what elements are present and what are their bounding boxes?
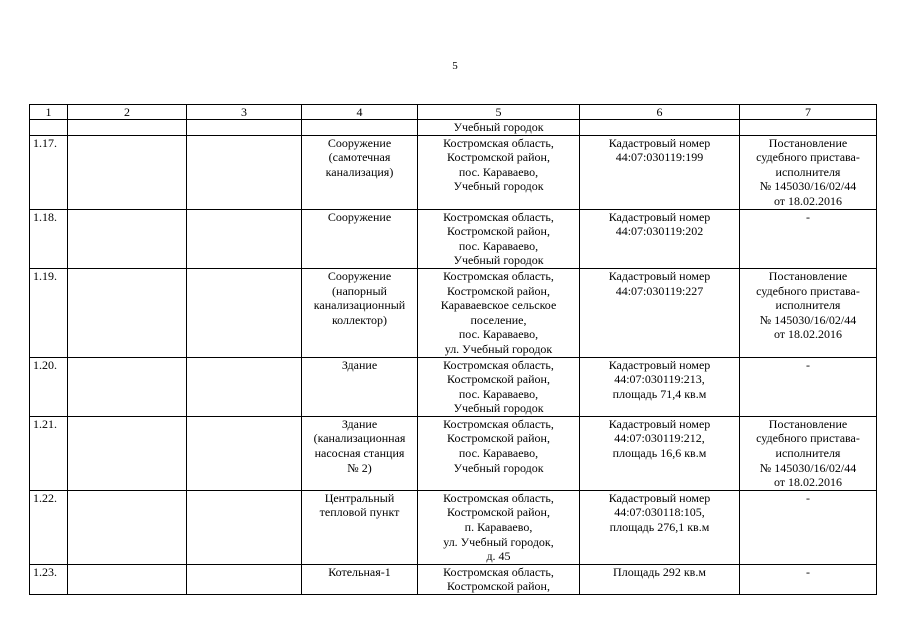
- object-address: Костромская область, Костромской район, Караваевское сельское поселение, пос. Караваево, ул. Учебный городок: [418, 268, 580, 357]
- object-address: Костромская область, Костромской район, пос. Караваево, Учебный городок: [418, 416, 580, 490]
- object-name: Сооружение (напорный канализационный коллектор): [302, 268, 418, 357]
- encumbrance-info: Постановление судебного пристава- исполнителя № 145030/16/02/44 от 18.02.2016: [740, 416, 877, 490]
- empty-cell: [740, 120, 877, 136]
- empty-cell: [68, 135, 187, 209]
- object-address: Костромская область, Костромской район, пос. Караваево, Учебный городок: [418, 135, 580, 209]
- column-header: 7: [740, 105, 877, 120]
- empty-cell: [187, 564, 302, 594]
- table-row: [30, 135, 877, 209]
- continuation-row: [30, 120, 877, 136]
- empty-cell: [30, 120, 68, 136]
- object-name: Котельная-1: [302, 564, 418, 594]
- cadastral-info: Кадастровый номер 44:07:030119:199: [580, 135, 740, 209]
- object-address: Костромская область, Костромской район, п. Караваево, ул. Учебный городок, д. 45: [418, 490, 580, 564]
- continuation-address: Учебный городок: [418, 120, 580, 136]
- object-address: Костромская область, Костромской район,: [418, 564, 580, 594]
- empty-cell: [68, 120, 187, 136]
- encumbrance-info: Постановление судебного пристава- исполнителя № 145030/16/02/44 от 18.02.2016: [740, 135, 877, 209]
- cadastral-info: Кадастровый номер 44:07:030119:212, площадь 16,6 кв.м: [580, 416, 740, 490]
- column-header: 5: [418, 105, 580, 120]
- cadastral-info: Кадастровый номер 44:07:030118:105, площадь 276,1 кв.м: [580, 490, 740, 564]
- object-name: Сооружение (самотечная канализация): [302, 135, 418, 209]
- column-header: 6: [580, 105, 740, 120]
- table-row: [30, 268, 877, 357]
- empty-cell: [187, 268, 302, 357]
- empty-cell: [187, 120, 302, 136]
- header-row: [30, 105, 877, 120]
- cadastral-info: Кадастровый номер 44:07:030119:227: [580, 268, 740, 357]
- empty-cell: [302, 120, 418, 136]
- table-row: [30, 564, 877, 594]
- encumbrance-info: Постановление судебного пристава- исполнителя № 145030/16/02/44 от 18.02.2016: [740, 268, 877, 357]
- row-number: 1.18.: [30, 209, 68, 268]
- encumbrance-info: -: [740, 490, 877, 564]
- row-number: 1.22.: [30, 490, 68, 564]
- page-number: 5: [452, 60, 458, 72]
- table-row: [30, 357, 877, 416]
- object-address: Костромская область, Костромской район, пос. Караваево, Учебный городок: [418, 357, 580, 416]
- empty-cell: [187, 135, 302, 209]
- row-number: 1.20.: [30, 357, 68, 416]
- column-header: 1: [30, 105, 68, 120]
- empty-cell: [187, 490, 302, 564]
- table-row: [30, 416, 877, 490]
- empty-cell: [68, 357, 187, 416]
- empty-cell: [187, 209, 302, 268]
- column-header: 4: [302, 105, 418, 120]
- encumbrance-info: -: [740, 357, 877, 416]
- cadastral-info: Кадастровый номер 44:07:030119:202: [580, 209, 740, 268]
- empty-cell: [68, 490, 187, 564]
- encumbrance-info: -: [740, 564, 877, 594]
- empty-cell: [187, 416, 302, 490]
- object-name: Здание (канализационная насосная станция № 2): [302, 416, 418, 490]
- row-number: 1.19.: [30, 268, 68, 357]
- cadastral-info: Кадастровый номер 44:07:030119:213, площадь 71,4 кв.м: [580, 357, 740, 416]
- empty-cell: [68, 268, 187, 357]
- column-header: 2: [68, 105, 187, 120]
- table-row: [30, 490, 877, 564]
- empty-cell: [68, 209, 187, 268]
- property-table: [29, 104, 877, 595]
- object-name: Сооружение: [302, 209, 418, 268]
- row-number: 1.17.: [30, 135, 68, 209]
- object-name: Центральный тепловой пункт: [302, 490, 418, 564]
- object-name: Здание: [302, 357, 418, 416]
- encumbrance-info: -: [740, 209, 877, 268]
- row-number: 1.23.: [30, 564, 68, 594]
- empty-cell: [187, 357, 302, 416]
- cadastral-info: Площадь 292 кв.м: [580, 564, 740, 594]
- object-address: Костромская область, Костромской район, пос. Караваево, Учебный городок: [418, 209, 580, 268]
- table-row: [30, 209, 877, 268]
- empty-cell: [580, 120, 740, 136]
- column-header: 3: [187, 105, 302, 120]
- empty-cell: [68, 564, 187, 594]
- row-number: 1.21.: [30, 416, 68, 490]
- empty-cell: [68, 416, 187, 490]
